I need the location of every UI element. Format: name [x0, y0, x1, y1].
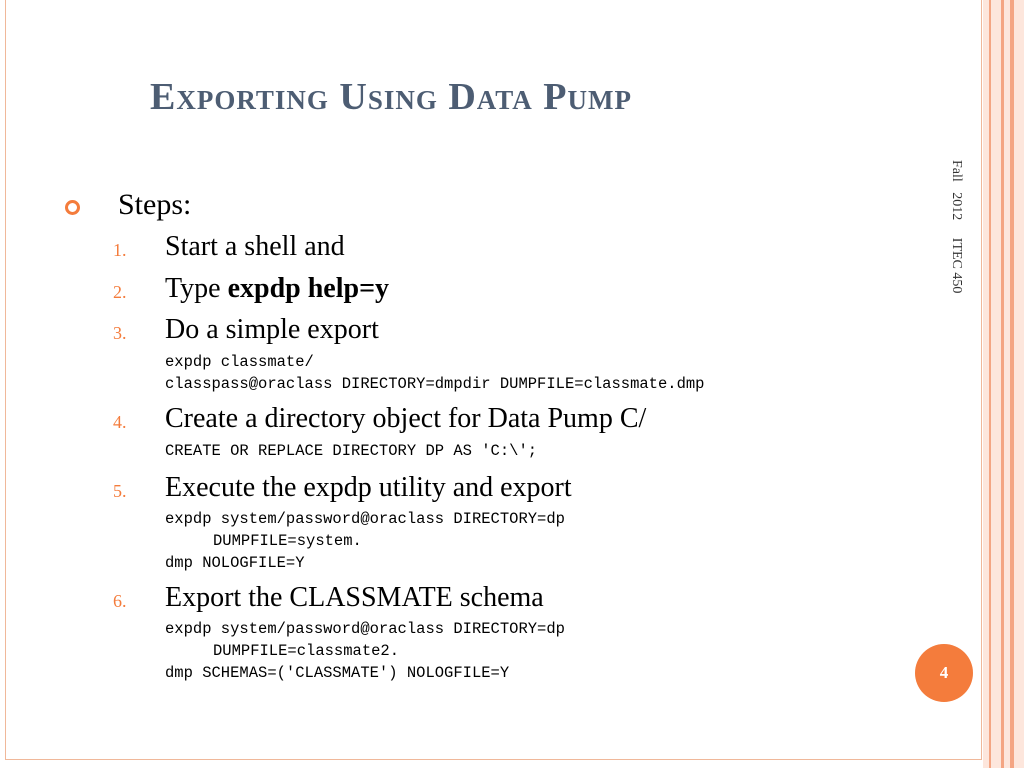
list-number: 5.: [113, 481, 127, 501]
list-number: 1.: [113, 240, 127, 260]
list-item: Start a shell and: [165, 231, 345, 262]
list-number: 3.: [113, 323, 127, 343]
code-line: DUMPFILE=classmate2.: [213, 642, 400, 660]
slide-title: Exporting Using Data Pump: [150, 76, 632, 118]
code-line: DUMPFILE=system.: [213, 532, 362, 550]
code-block: [165, 351, 705, 395]
list-item: [165, 273, 389, 305]
code-line: expdp system/password@oraclass DIRECTORY=dp: [165, 510, 565, 528]
code-block: [165, 618, 565, 684]
bullet-ring-icon: [65, 200, 80, 215]
list-number: 4.: [113, 412, 127, 432]
list-item: Do a simple export: [165, 314, 379, 345]
command-text: expdp help=y: [227, 273, 390, 304]
code-line: expdp system/password@oraclass DIRECTORY=dp: [165, 620, 565, 638]
page-number-badge: 4: [915, 644, 973, 702]
side-footer-text: Fall 2012 ITEC 450: [949, 160, 964, 294]
steps-label: Steps:: [118, 188, 192, 221]
code-line: expdp classmate/: [165, 353, 314, 371]
list-number: 2.: [113, 282, 127, 302]
list-number: 6.: [113, 591, 127, 611]
decorative-stripe: [1014, 0, 1024, 768]
code-line: dmp NOLOGFILE=Y: [165, 554, 305, 572]
list-item: Create a directory object for Data Pump C/: [165, 403, 647, 434]
code-line: CREATE OR REPLACE DIRECTORY DP AS 'C:\';: [165, 442, 538, 460]
code-block: [165, 440, 537, 462]
code-line: dmp SCHEMAS=('CLASSMATE') NOLOGFILE=Y: [165, 664, 510, 682]
code-line: classpass@oraclass DIRECTORY=dmpdir DUMPFILE=classmate.dmp: [165, 375, 705, 393]
list-item: Execute the expdp utility and export: [165, 472, 572, 503]
list-item-prefix: Type: [165, 273, 228, 304]
decorative-stripe: [991, 0, 1001, 768]
list-item: Export the CLASSMATE schema: [165, 582, 544, 613]
code-block: [165, 508, 565, 574]
